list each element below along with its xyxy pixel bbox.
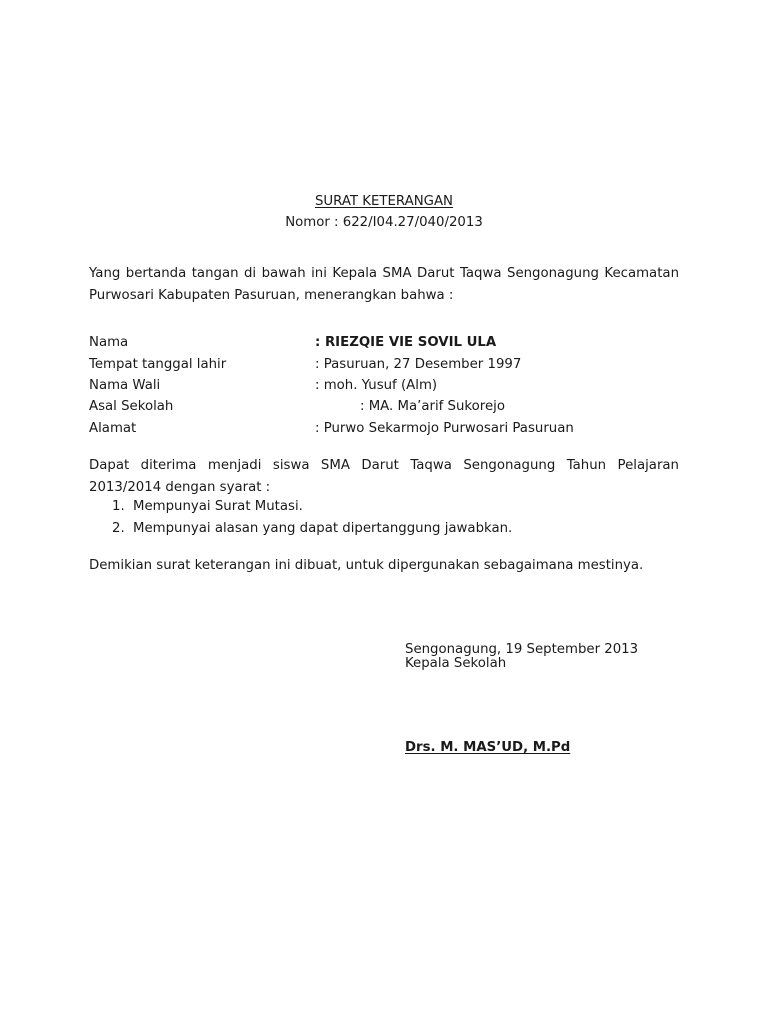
field-label: Nama [89, 335, 129, 350]
intro-paragraph: Yang bertanda tangan di bawah ini Kepala SMA Darut Taqwa Sengonagung Kecamatan Purwosari Kabupaten Pasuruan, menerangkan bahwa : [89, 266, 679, 303]
letter-number: Nomor : 622/I04.27/040/2013 [285, 215, 483, 230]
signature-place-date: Sengonagung, 19 September 2013 [405, 642, 639, 657]
field-value: : moh. Yusuf (Alm) [315, 378, 438, 393]
letter-title: SURAT KETERANGAN [314, 194, 454, 209]
field-label: Asal Sekolah [89, 399, 174, 414]
condition-text: Mempunyai Surat Mutasi. [133, 499, 303, 514]
signature-position: Kepala Sekolah [405, 656, 507, 671]
field-label: Nama Wali [89, 378, 161, 393]
field-label: Tempat tanggal lahir [89, 357, 227, 372]
condition-number: 2. [112, 521, 125, 536]
acceptance-paragraph: Dapat diterima menjadi siswa SMA Darut Taqwa Sengonagung Tahun Pelajaran 2013/2014 dengan syarat : [89, 458, 679, 495]
condition-number: 1. [112, 499, 125, 514]
field-value: : Purwo Sekarmojo Purwosari Pasuruan [315, 421, 574, 436]
field-value: : MA. Ma’arif Sukorejo [360, 399, 505, 414]
field-value: : RIEZQIE VIE SOVIL ULA [315, 335, 497, 350]
condition-text: Mempunyai alasan yang dapat dipertanggung jawabkan. [133, 521, 513, 536]
field-value: : Pasuruan, 27 Desember 1997 [315, 357, 522, 372]
field-label: Alamat [89, 421, 137, 436]
closing-paragraph: Demikian surat keterangan ini dibuat, untuk dipergunakan sebagaimana mestinya. [89, 558, 644, 573]
signatory-name: Drs. M. MAS’UD, M.Pd [405, 740, 571, 755]
